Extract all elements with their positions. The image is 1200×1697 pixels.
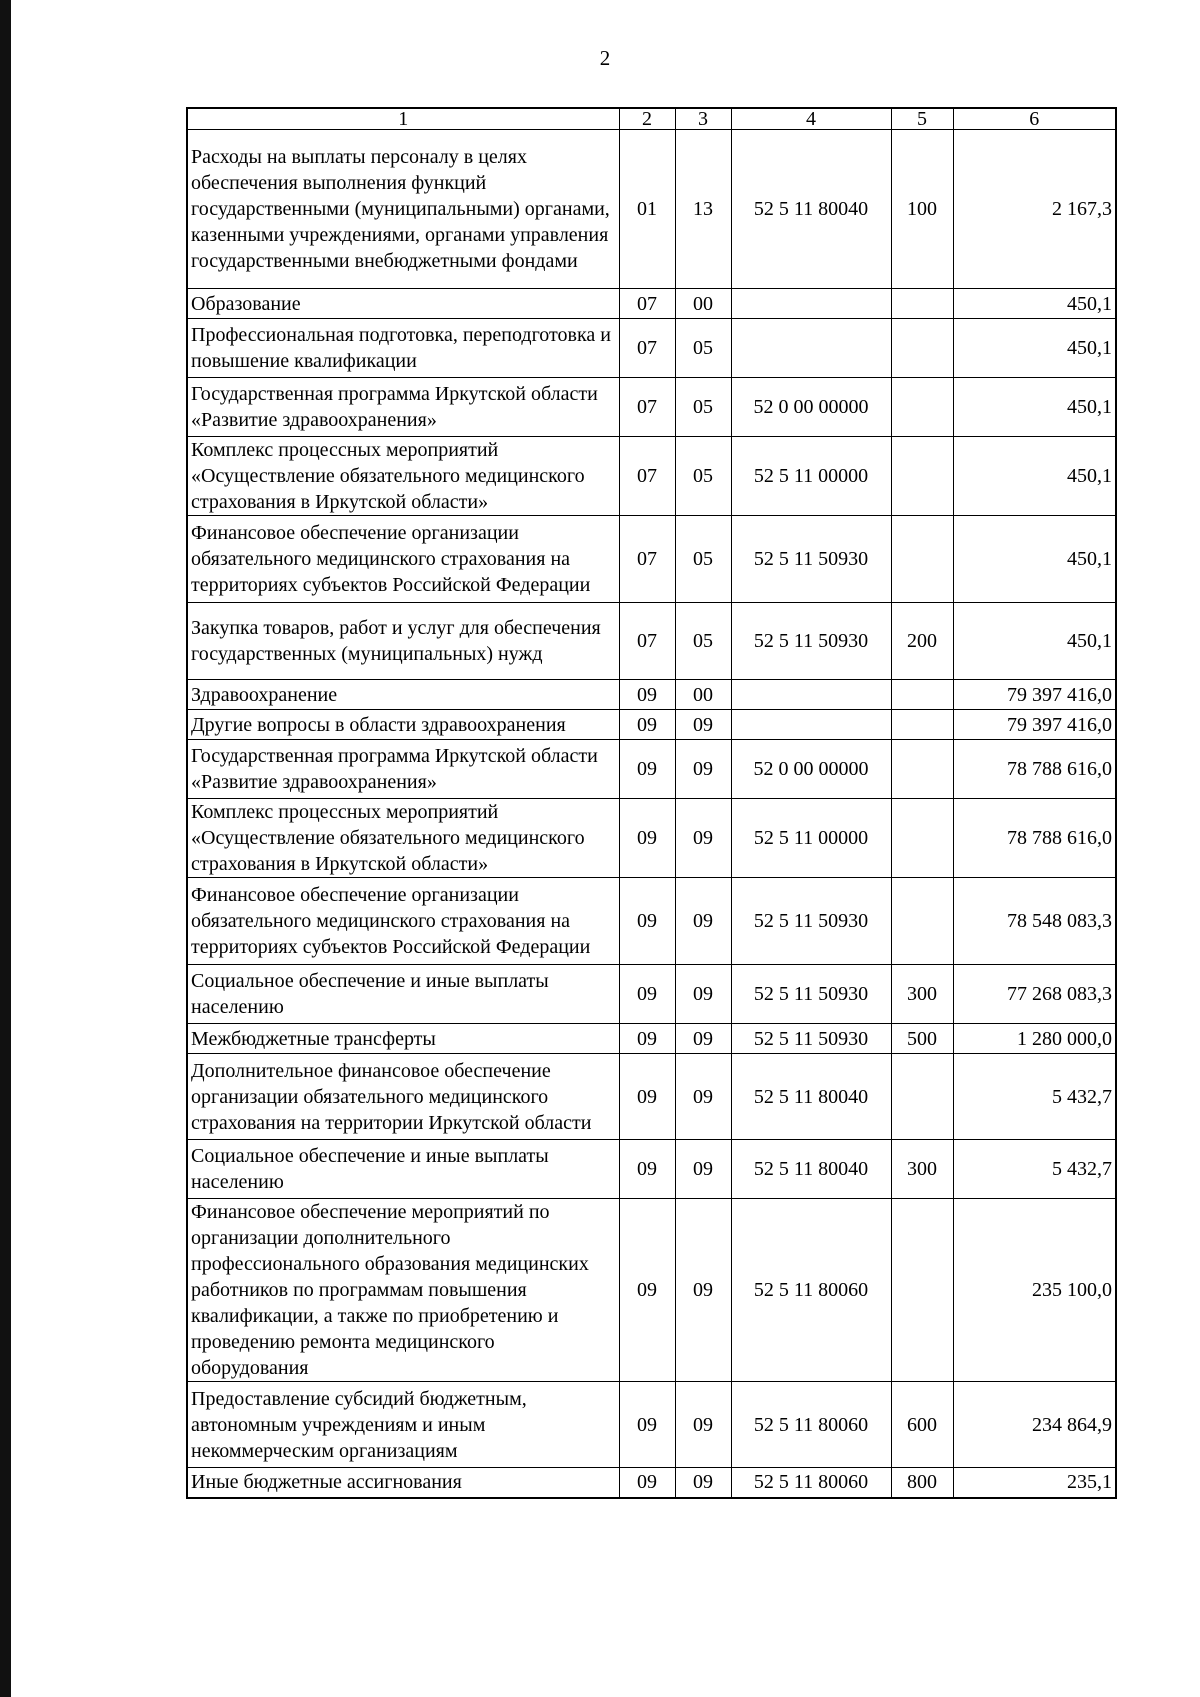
row-amount: 5 432,7 xyxy=(953,1140,1116,1199)
row-expense-type-code xyxy=(891,680,953,710)
row-section-code: 09 xyxy=(619,710,675,740)
row-amount: 235,1 xyxy=(953,1468,1116,1498)
table-row xyxy=(187,1382,1116,1468)
row-expense-type-code: 500 xyxy=(891,1024,953,1054)
row-name: Социальное обеспечение и иные выплаты населению xyxy=(187,965,619,1024)
table-row xyxy=(187,1468,1116,1498)
row-name: Государственная программа Иркутской области «Развитие здравоохранения» xyxy=(187,740,619,799)
row-subsection-code: 00 xyxy=(675,289,731,319)
row-section-code: 09 xyxy=(619,680,675,710)
row-amount: 450,1 xyxy=(953,516,1116,603)
row-expense-type-code: 800 xyxy=(891,1468,953,1498)
row-section-code: 07 xyxy=(619,378,675,437)
row-amount: 450,1 xyxy=(953,603,1116,680)
row-expense-type-code: 600 xyxy=(891,1382,953,1468)
table-row xyxy=(187,437,1116,516)
row-subsection-code: 09 xyxy=(675,1199,731,1382)
row-expense-type-code xyxy=(891,516,953,603)
row-section-code: 07 xyxy=(619,516,675,603)
row-name: Здравоохранение xyxy=(187,680,619,710)
row-target-item-code: 52 5 11 50930 xyxy=(731,965,891,1024)
row-subsection-code: 05 xyxy=(675,603,731,680)
row-target-item-code: 52 0 00 00000 xyxy=(731,740,891,799)
column-header: 6 xyxy=(953,108,1116,130)
row-target-item-code: 52 5 11 80040 xyxy=(731,1054,891,1140)
row-expense-type-code xyxy=(891,710,953,740)
table-row xyxy=(187,1199,1116,1382)
row-subsection-code: 13 xyxy=(675,130,731,289)
table-row xyxy=(187,680,1116,710)
row-subsection-code: 09 xyxy=(675,1140,731,1199)
row-expense-type-code: 200 xyxy=(891,603,953,680)
row-subsection-code: 09 xyxy=(675,710,731,740)
table-row xyxy=(187,378,1116,437)
row-expense-type-code xyxy=(891,878,953,965)
row-subsection-code: 05 xyxy=(675,378,731,437)
row-subsection-code: 05 xyxy=(675,516,731,603)
header-row xyxy=(187,108,1116,130)
row-amount: 79 397 416,0 xyxy=(953,680,1116,710)
row-subsection-code: 09 xyxy=(675,1468,731,1498)
row-amount: 234 864,9 xyxy=(953,1382,1116,1468)
budget-table xyxy=(186,107,1117,1499)
row-expense-type-code xyxy=(891,1199,953,1382)
column-header: 2 xyxy=(619,108,675,130)
row-section-code: 07 xyxy=(619,603,675,680)
column-header: 5 xyxy=(891,108,953,130)
table-row xyxy=(187,1024,1116,1054)
row-target-item-code: 52 5 11 80040 xyxy=(731,130,891,289)
row-amount: 78 548 083,3 xyxy=(953,878,1116,965)
row-name: Финансовое обеспечение организации обязательного медицинского страхования на территориях субъектов Российской Федерации xyxy=(187,516,619,603)
row-subsection-code: 00 xyxy=(675,680,731,710)
column-header: 3 xyxy=(675,108,731,130)
row-section-code: 07 xyxy=(619,437,675,516)
row-name: Образование xyxy=(187,289,619,319)
row-name: Предоставление субсидий бюджетным, автономным учреждениям и иным некоммерческим организациям xyxy=(187,1382,619,1468)
row-section-code: 09 xyxy=(619,799,675,878)
row-amount: 78 788 616,0 xyxy=(953,799,1116,878)
row-name: Финансовое обеспечение организации обязательного медицинского страхования на территориях субъектов Российской Федерации xyxy=(187,878,619,965)
row-amount: 5 432,7 xyxy=(953,1054,1116,1140)
row-amount: 79 397 416,0 xyxy=(953,710,1116,740)
row-amount: 77 268 083,3 xyxy=(953,965,1116,1024)
row-subsection-code: 09 xyxy=(675,965,731,1024)
row-target-item-code xyxy=(731,680,891,710)
row-expense-type-code: 300 xyxy=(891,965,953,1024)
row-name: Закупка товаров, работ и услуг для обеспечения государственных (муниципальных) нужд xyxy=(187,603,619,680)
row-amount: 450,1 xyxy=(953,319,1116,378)
row-name: Финансовое обеспечение мероприятий по организации дополнительного профессионального образования медицинских работников по программам повышения квалификации, а также по приобретению и проведению ремонта медицинского оборудования xyxy=(187,1199,619,1382)
row-name: Иные бюджетные ассигнования xyxy=(187,1468,619,1498)
table-row xyxy=(187,319,1116,378)
row-target-item-code: 52 5 11 00000 xyxy=(731,799,891,878)
row-name: Государственная программа Иркутской области «Развитие здравоохранения» xyxy=(187,378,619,437)
row-target-item-code: 52 5 11 80060 xyxy=(731,1382,891,1468)
row-section-code: 09 xyxy=(619,1382,675,1468)
scan-edge xyxy=(0,0,11,1697)
row-amount: 2 167,3 xyxy=(953,130,1116,289)
row-target-item-code: 52 0 00 00000 xyxy=(731,378,891,437)
row-name: Социальное обеспечение и иные выплаты населению xyxy=(187,1140,619,1199)
row-name: Дополнительное финансовое обеспечение организации обязательного медицинского страхования на территории Иркутской области xyxy=(187,1054,619,1140)
row-target-item-code xyxy=(731,289,891,319)
row-subsection-code: 09 xyxy=(675,1024,731,1054)
table-row xyxy=(187,289,1116,319)
row-subsection-code: 09 xyxy=(675,1382,731,1468)
row-target-item-code: 52 5 11 80060 xyxy=(731,1199,891,1382)
row-section-code: 09 xyxy=(619,965,675,1024)
column-header: 4 xyxy=(731,108,891,130)
column-header: 1 xyxy=(187,108,619,130)
row-section-code: 07 xyxy=(619,289,675,319)
table-row xyxy=(187,603,1116,680)
table-row xyxy=(187,710,1116,740)
row-target-item-code: 52 5 11 50930 xyxy=(731,878,891,965)
row-amount: 450,1 xyxy=(953,289,1116,319)
row-section-code: 09 xyxy=(619,878,675,965)
row-expense-type-code xyxy=(891,1054,953,1140)
row-section-code: 09 xyxy=(619,740,675,799)
row-target-item-code: 52 5 11 50930 xyxy=(731,1024,891,1054)
row-section-code: 01 xyxy=(619,130,675,289)
table-body xyxy=(187,108,1116,1498)
row-subsection-code: 09 xyxy=(675,799,731,878)
row-expense-type-code xyxy=(891,437,953,516)
row-name: Комплекс процессных мероприятий «Осуществление обязательного медицинского страхования в Иркутской области» xyxy=(187,437,619,516)
row-subsection-code: 05 xyxy=(675,437,731,516)
row-subsection-code: 05 xyxy=(675,319,731,378)
row-target-item-code: 52 5 11 00000 xyxy=(731,437,891,516)
table-row xyxy=(187,799,1116,878)
row-expense-type-code: 300 xyxy=(891,1140,953,1199)
row-section-code: 09 xyxy=(619,1468,675,1498)
table-row xyxy=(187,878,1116,965)
row-name: Другие вопросы в области здравоохранения xyxy=(187,710,619,740)
table-row xyxy=(187,130,1116,289)
row-target-item-code xyxy=(731,710,891,740)
row-amount: 235 100,0 xyxy=(953,1199,1116,1382)
row-expense-type-code xyxy=(891,740,953,799)
row-subsection-code: 09 xyxy=(675,878,731,965)
row-section-code: 07 xyxy=(619,319,675,378)
row-amount: 1 280 000,0 xyxy=(953,1024,1116,1054)
table-row xyxy=(187,516,1116,603)
row-section-code: 09 xyxy=(619,1199,675,1382)
row-name: Комплекс процессных мероприятий «Осуществление обязательного медицинского страхования в Иркутской области» xyxy=(187,799,619,878)
row-expense-type-code xyxy=(891,799,953,878)
row-target-item-code xyxy=(731,319,891,378)
row-target-item-code: 52 5 11 80060 xyxy=(731,1468,891,1498)
row-subsection-code: 09 xyxy=(675,1054,731,1140)
table-row xyxy=(187,1054,1116,1140)
row-name: Межбюджетные трансферты xyxy=(187,1024,619,1054)
row-amount: 78 788 616,0 xyxy=(953,740,1116,799)
table-row xyxy=(187,965,1116,1024)
row-expense-type-code xyxy=(891,289,953,319)
row-expense-type-code xyxy=(891,378,953,437)
page-number: 2 xyxy=(599,46,611,70)
row-section-code: 09 xyxy=(619,1024,675,1054)
row-amount: 450,1 xyxy=(953,378,1116,437)
row-expense-type-code: 100 xyxy=(891,130,953,289)
row-section-code: 09 xyxy=(619,1054,675,1140)
row-section-code: 09 xyxy=(619,1140,675,1199)
row-expense-type-code xyxy=(891,319,953,378)
row-target-item-code: 52 5 11 50930 xyxy=(731,603,891,680)
table-row xyxy=(187,1140,1116,1199)
row-target-item-code: 52 5 11 50930 xyxy=(731,516,891,603)
row-target-item-code: 52 5 11 80040 xyxy=(731,1140,891,1199)
table-row xyxy=(187,740,1116,799)
row-amount: 450,1 xyxy=(953,437,1116,516)
row-name: Профессиональная подготовка, переподготовка и повышение квалификации xyxy=(187,319,619,378)
row-subsection-code: 09 xyxy=(675,740,731,799)
row-name: Расходы на выплаты персоналу в целях обеспечения выполнения функций государственными (муниципальными) органами, казенными учреждениями, органами управления государственными внебюджетными фондами xyxy=(187,130,619,289)
